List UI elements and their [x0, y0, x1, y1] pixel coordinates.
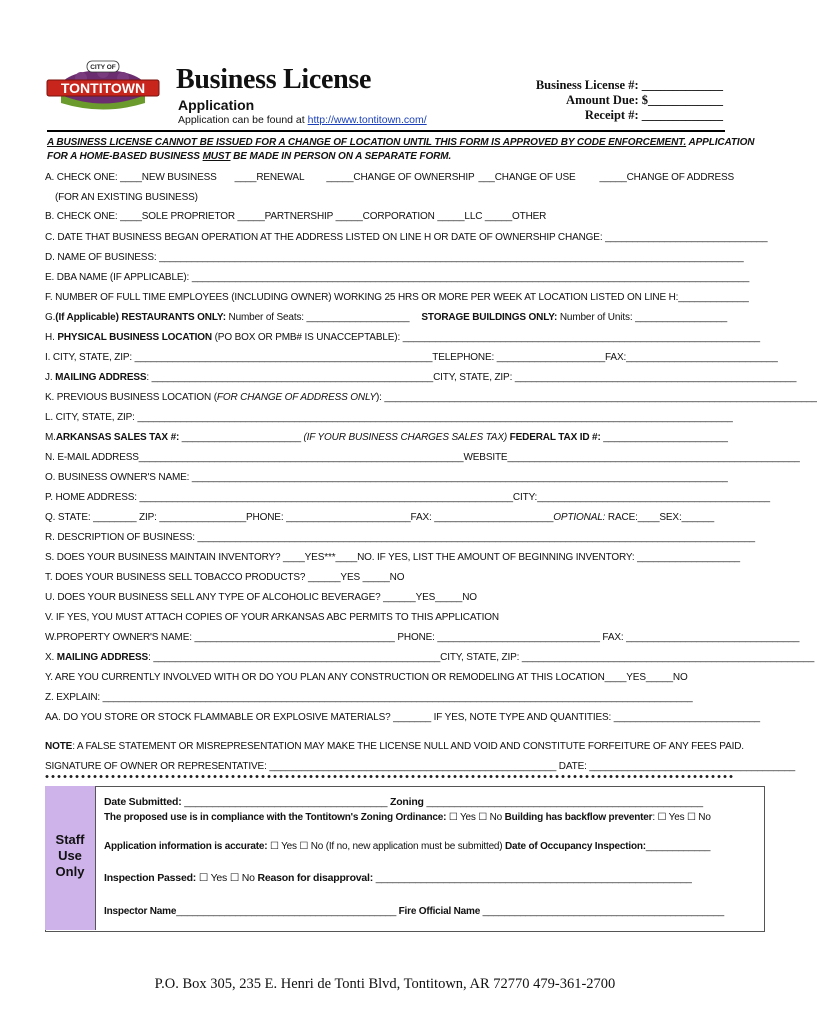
field-b-entity-type[interactable]: B. CHECK ONE: ____SOLE PROPRIETOR _____PARTNERSHIP _____CORPORATION _____LLC _____OTHER	[45, 211, 547, 222]
field-c-date-began[interactable]: C. DATE THAT BUSINESS BEGAN OPERATION AT THE ADDRESS LISTED ON LINE H OR DATE OF OWNERSHIP CHANGE: ______________________________	[45, 232, 768, 243]
field-n-email-website[interactable]: N. E-MAIL ADDRESS____________________________________________________________WEBSITE______________________________________________________	[45, 452, 800, 463]
business-license-number[interactable]: Business License #: _____________	[535, 78, 723, 92]
note-statement: NOTE: A FALSE STATEMENT OR MISREPRESENTATION MAY MAKE THE LICENSE NULL AND VOID AND CONSTITUTE FORFEITURE OF ANY FEES PAID.	[45, 741, 744, 752]
staff-inspection-passed[interactable]: Inspection Passed: ☐ Yes ☐ No Reason for disapproval: ________________________________________________________	[104, 872, 692, 884]
page-title: Business License	[176, 64, 372, 95]
staff-info-accurate[interactable]: Application information is accurate: ☐ Yes ☐ No (If no, new application must be submitted) Date of Occupancy Inspection:____________	[104, 841, 711, 852]
field-aa-flammables[interactable]: AA. DO YOU STORE OR STOCK FLAMMABLE OR EXPLOSIVE MATERIALS? _______ IF YES, NOTE TYPE AND QUANTITIES: ___________________________	[45, 712, 760, 723]
field-t-tobacco[interactable]: T. DOES YOUR BUSINESS SELL TOBACCO PRODUCTS? ______YES _____NO	[45, 572, 405, 583]
header-divider	[47, 130, 725, 132]
field-d-business-name[interactable]: D. NAME OF BUSINESS: ____________________________________________________________________________________________________________	[45, 252, 744, 263]
url-line: Application can be found at http://www.tontitown.com/	[178, 114, 427, 126]
field-w-property-owner[interactable]: W.PROPERTY OWNER'S NAME: _____________________________________ PHONE: ______________________________ FAX: ________________________________	[45, 632, 800, 643]
field-v-abc-permits: V. IF YES, YOU MUST ATTACH COPIES OF YOUR ARKANSAS ABC PERMITS TO THIS APPLICATION	[45, 612, 499, 623]
field-e-dba-name[interactable]: E. DBA NAME (IF APPLICABLE): _______________________________________________________________________________________________________	[45, 272, 750, 283]
tontitown-logo	[44, 58, 162, 110]
field-r-description[interactable]: R. DESCRIPTION OF BUSINESS: _______________________________________________________________________________________________________	[45, 532, 755, 543]
staff-inspector-names[interactable]: Inspector Name_________________________________________ Fire Official Name _____________________________________________	[104, 906, 724, 917]
field-m-tax-ids[interactable]: M.ARKANSAS SALES TAX #: ______________________ (IF YOUR BUSINESS CHARGES SALES TAX) FEDERAL TAX ID #: _______________________	[45, 432, 728, 443]
field-y-construction[interactable]: Y. ARE YOU CURRENTLY INVOLVED WITH OR DO YOU PLAN ANY CONSTRUCTION OR REMODELING AT THIS LOCATION____YES_____NO	[45, 672, 688, 683]
dotted-separator	[44, 774, 734, 779]
warning-line-2: FOR A HOME-BASED BUSINESS MUST BE MADE IN PERSON ON A SEPARATE FORM.	[47, 151, 452, 162]
field-s-inventory[interactable]: S. DOES YOUR BUSINESS MAINTAIN INVENTORY? ____YES***____NO. IF YES, LIST THE AMOUNT OF BEGINNING INVENTORY: ___________________	[45, 552, 740, 563]
tontitown-url-link[interactable]: http://www.tontitown.com/	[307, 114, 427, 126]
field-f-employees[interactable]: F. NUMBER OF FULL TIME EMPLOYEES (INCLUDING OWNER) WORKING 25 HRS OR MORE PER WEEK AT LOCATION LISTED ON LINE H:_____________	[45, 292, 749, 303]
warning-line-1: A BUSINESS LICENSE CANNOT BE ISSUED FOR A CHANGE OF LOCATION UNTIL THIS FORM IS APPROVED BY CODE ENFORCEMENT. APPLICATION	[47, 137, 755, 148]
field-k-previous-location[interactable]: K. PREVIOUS BUSINESS LOCATION (FOR CHANGE OF ADDRESS ONLY): ________________________________________________________________________________	[45, 392, 817, 403]
field-l-city-state-zip[interactable]: L. CITY, STATE, ZIP: ______________________________________________________________________________________________________________	[45, 412, 733, 423]
svg-text:CITY OF: CITY OF	[90, 64, 116, 71]
field-z-explain[interactable]: Z. EXPLAIN: _____________________________________________________________________________________________________________	[45, 692, 693, 703]
svg-text:TONTITOWN: TONTITOWN	[60, 80, 146, 96]
field-a-note: (FOR AN EXISTING BUSINESS)	[55, 192, 198, 203]
field-g-seats-units[interactable]: G.(If Applicable) RESTAURANTS ONLY: Number of Seats: ___________________ STORAGE BUILDINGS ONLY: Number of Units: _________________	[45, 312, 728, 323]
page-subtitle: Application	[178, 97, 255, 113]
field-i-city-phone-fax[interactable]: I. CITY, STATE, ZIP: _______________________________________________________TELEPHONE: ____________________FAX:____________________________	[45, 352, 778, 363]
field-x-mailing-address[interactable]: X. MAILING ADDRESS: _____________________________________________________CITY, STATE, ZIP: ______________________________________________________	[45, 652, 815, 663]
field-p-home-address[interactable]: P. HOME ADDRESS: _____________________________________________________________________CITY:___________________________________________	[45, 492, 770, 503]
field-a-check-one[interactable]: A. CHECK ONE: ____NEW BUSINESS ____RENEWAL _____CHANGE OF OWNERSHIP ___CHANGE OF USE _____CHANGE OF ADDRESS	[45, 172, 735, 183]
field-o-owner-name[interactable]: O. BUSINESS OWNER'S NAME: ___________________________________________________________________________________________________	[45, 472, 728, 483]
field-q-state-zip-phone[interactable]: Q. STATE: ________ ZIP: ________________PHONE: _______________________FAX: ______________________OPTIONAL: RACE:____SEX:______	[45, 512, 715, 523]
footer-address: P.O. Box 305, 235 E. Henri de Tonti Blvd, Tontitown, AR 72770 479-361-2700	[154, 976, 616, 992]
field-h-physical-location[interactable]: H. PHYSICAL BUSINESS LOCATION (PO BOX OR PMB# IS UNACCEPTABLE): __________________________________________________________________	[45, 332, 760, 343]
field-j-mailing-address[interactable]: J. MAILING ADDRESS: ____________________________________________________CITY, STATE, ZIP: ____________________________________________________	[45, 372, 797, 383]
field-u-alcohol[interactable]: U. DOES YOUR BUSINESS SELL ANY TYPE OF ALCOHOLIC BEVERAGE? ______YES_____NO	[45, 592, 477, 603]
staff-zoning-compliance[interactable]: The proposed use is in compliance with the Tontitown's Zoning Ordinance: ☐ Yes ☐ No Building has backflow preventer: ☐ Yes ☐ No	[104, 812, 711, 823]
staff-use-label: Staff Use Only	[55, 832, 85, 879]
staff-date-zoning[interactable]: Date Submitted: ____________________________________ Zoning _________________________________________________	[104, 796, 703, 808]
signature-line[interactable]: SIGNATURE OF OWNER OR REPRESENTATIVE: _____________________________________________________ DATE: ______________________________________	[45, 761, 795, 772]
amount-due[interactable]: Amount Due: $____________	[566, 93, 723, 107]
receipt-number[interactable]: Receipt #: _____________	[584, 108, 723, 122]
